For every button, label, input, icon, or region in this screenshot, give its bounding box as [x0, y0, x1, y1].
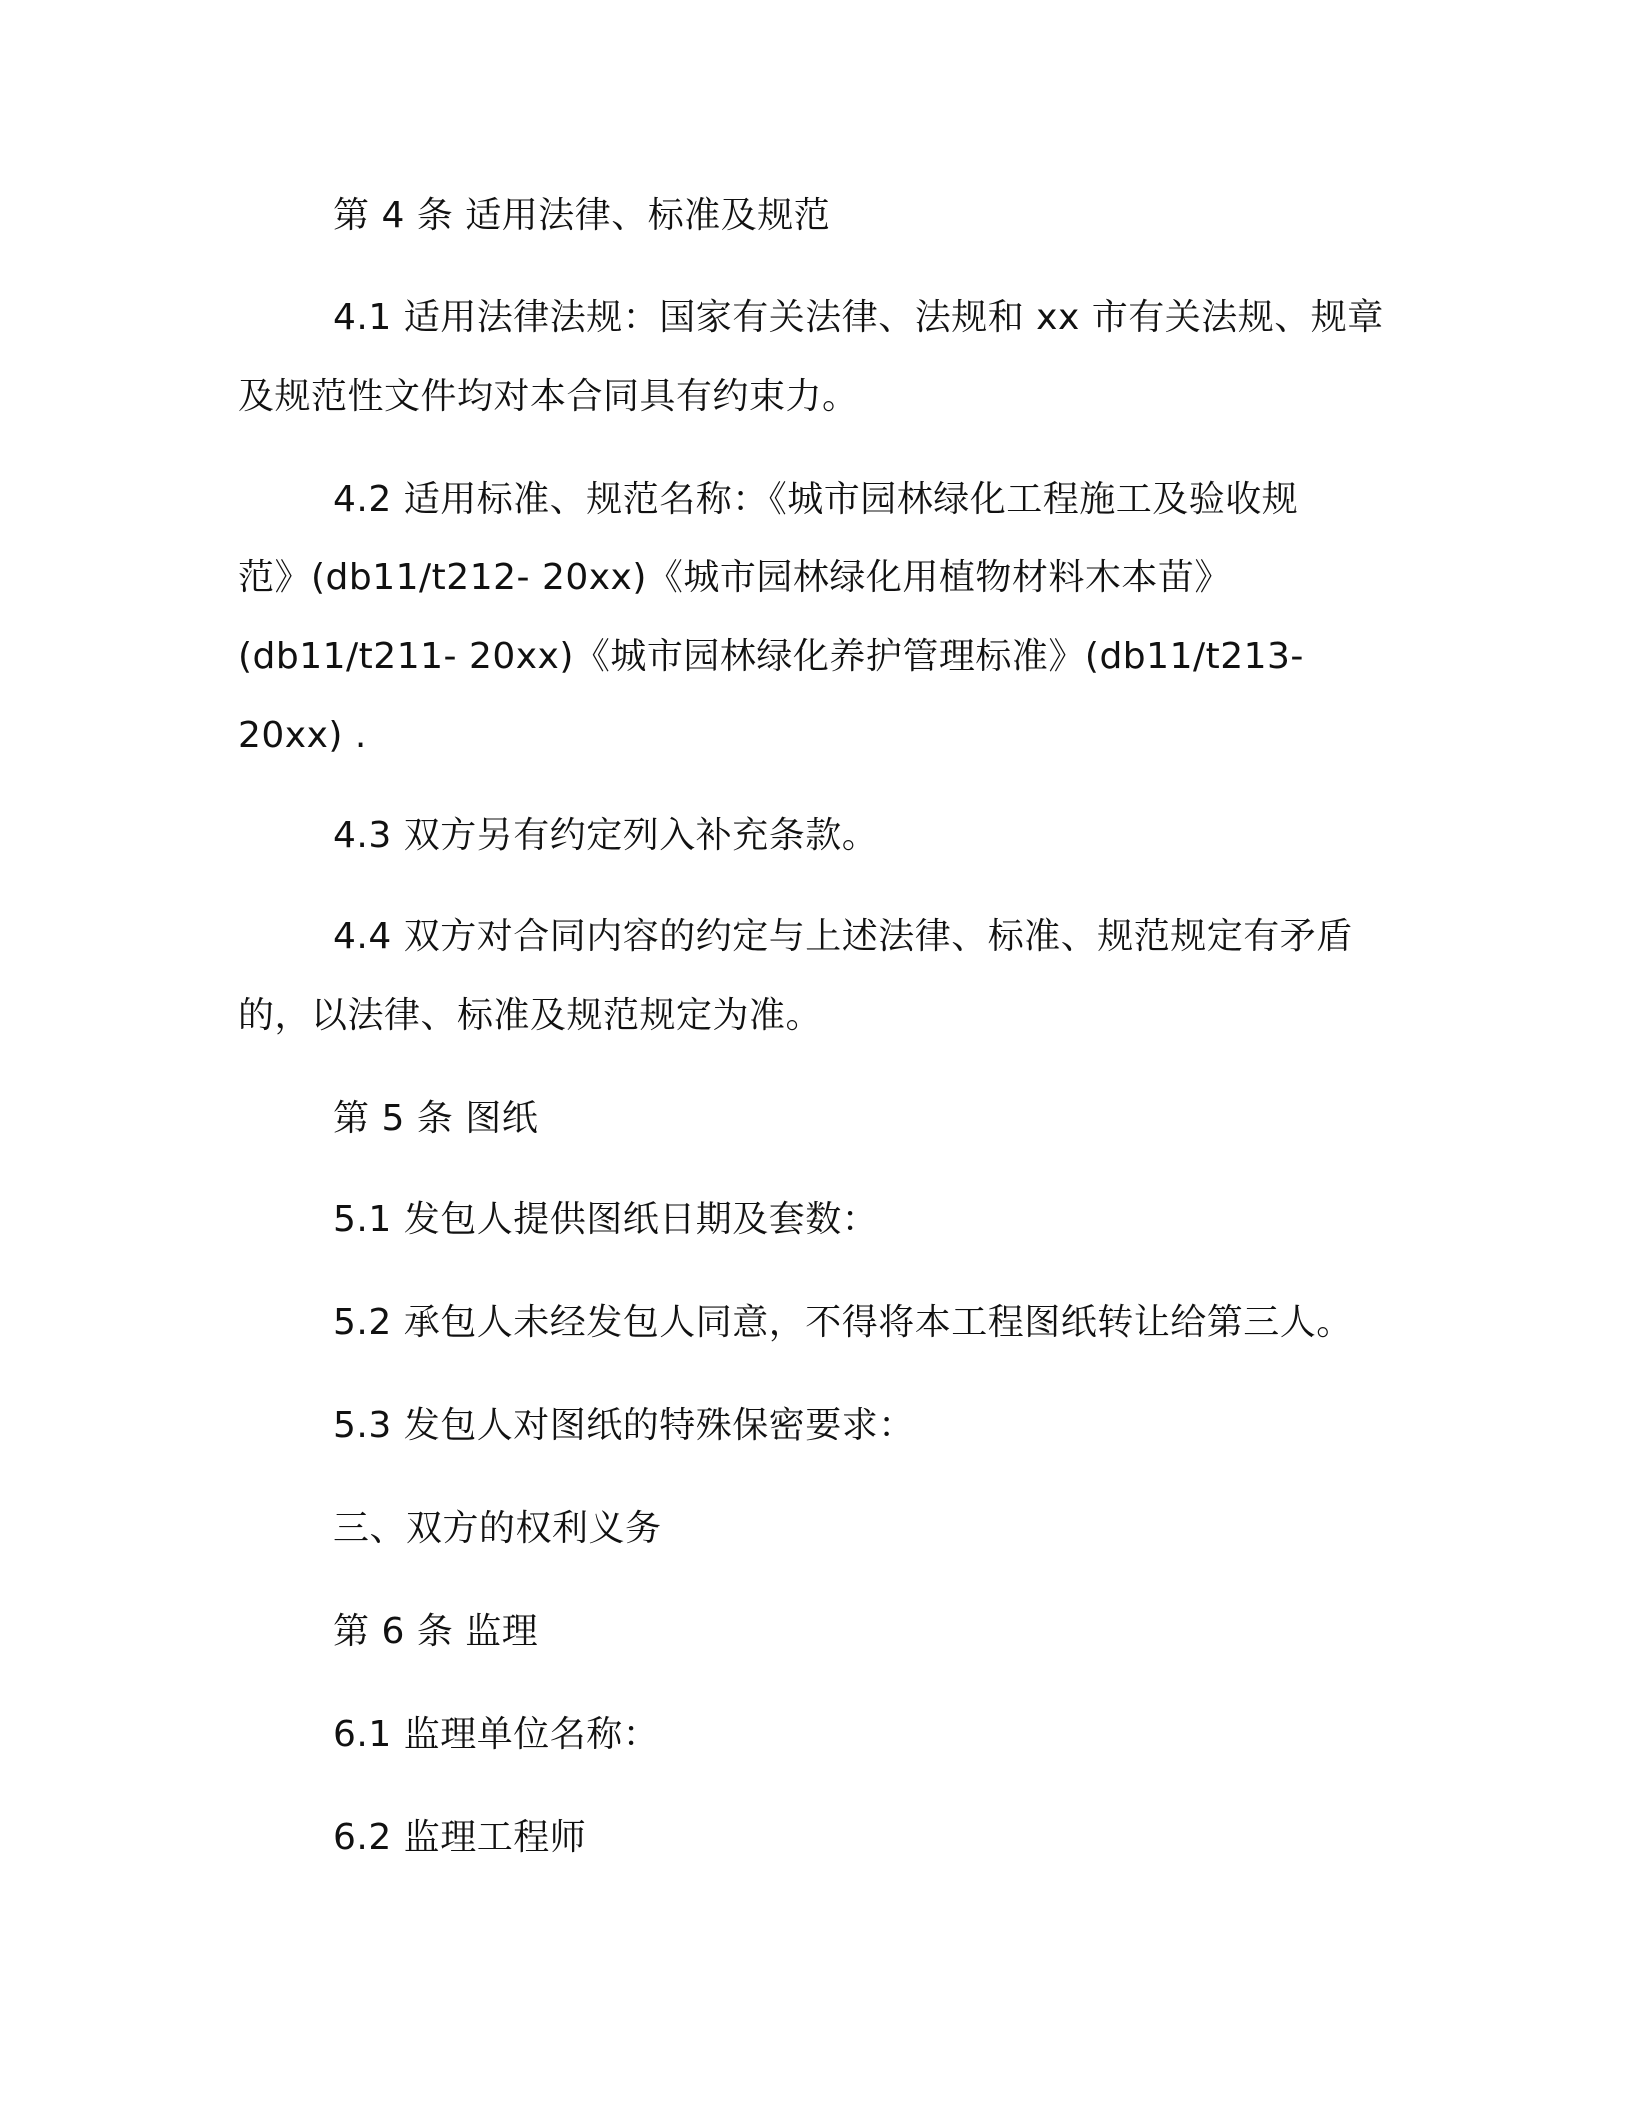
- clause-4-2-line-1: 4.2 适用标准、规范名称：《城市园林绿化工程施工及验收规: [333, 479, 1299, 520]
- clause-4-1-line-1: 4.1 适用法律法规：国家有关法律、法规和 xx 市有关法规、规章: [333, 297, 1384, 338]
- clause-5-2: 5.2 承包人未经发包人同意，不得将本工程图纸转让给第三人。: [333, 1302, 1353, 1343]
- clause-6-1: 6.1 监理单位名称：: [333, 1714, 660, 1755]
- clause-6-2: 6.2 监理工程师: [333, 1817, 587, 1858]
- section-3-heading: 三、双方的权利义务: [333, 1508, 662, 1549]
- clause-4-3: 4.3 双方另有约定列入补充条款。: [333, 815, 879, 856]
- clause-4-4-line-2: 的，以法律、标准及规范规定为准。: [238, 995, 823, 1036]
- clause-4-4-line-1: 4.4 双方对合同内容的约定与上述法律、标准、规范规定有矛盾: [333, 916, 1353, 957]
- article-6-heading: 第 6 条 监理: [333, 1611, 539, 1652]
- article-4-heading: 第 4 条 适用法律、标准及规范: [333, 195, 831, 236]
- clause-4-2-line-2: 范》(db11/t212- 20xx)《城市园林绿化用植物材料木本苗》: [238, 557, 1231, 598]
- clause-5-1: 5.1 发包人提供图纸日期及套数：: [333, 1199, 879, 1240]
- clause-5-3: 5.3 发包人对图纸的特殊保密要求：: [333, 1405, 915, 1446]
- clause-4-1-line-2: 及规范性文件均对本合同具有约束力。: [238, 376, 859, 417]
- clause-4-2-line-3: (db11/t211- 20xx)《城市园林绿化养护管理标准》(db11/t213-: [238, 636, 1304, 677]
- article-5-heading: 第 5 条 图纸: [333, 1098, 539, 1139]
- clause-4-2-line-4: 20xx) .: [238, 715, 367, 756]
